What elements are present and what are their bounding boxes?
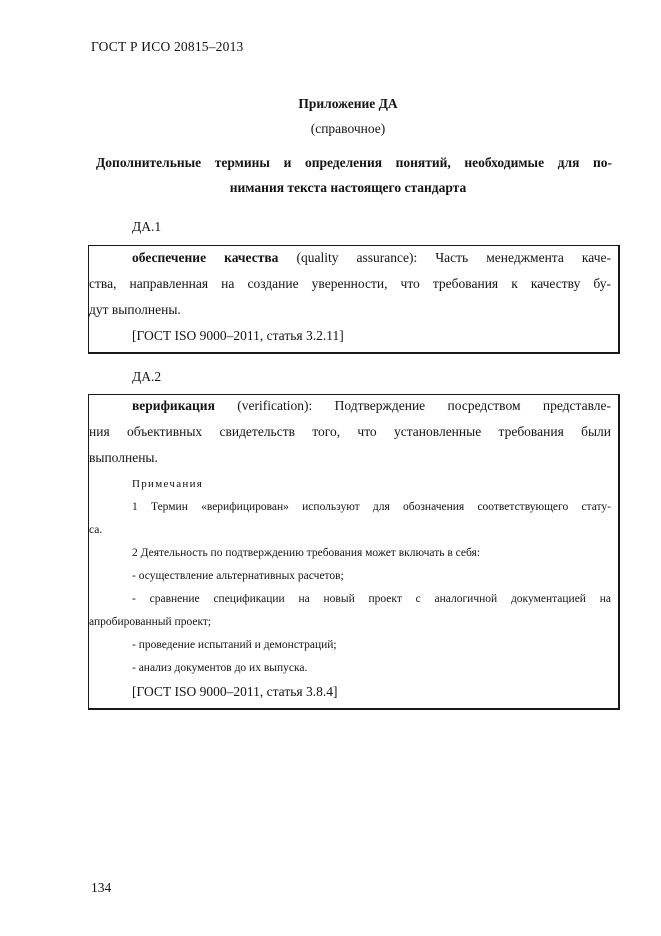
- term-english: (verification):: [237, 398, 313, 413]
- definition-line: ния объективных свидетельств того, что установленные требования были: [89, 424, 611, 439]
- entry-id: ДА.1: [132, 219, 162, 234]
- definition-line: дут выполнены.: [89, 302, 181, 317]
- term: обеспечение качества: [132, 250, 279, 265]
- appendix-title: Приложение ДА: [298, 96, 398, 111]
- list-item: - проведение испытаний и демонстраций;: [132, 639, 337, 651]
- note-line: 1 Термин «верифицирован» используют для обозначения соответствующего стату-: [132, 501, 611, 513]
- reference: [ГОСТ ISO 9000–2011, статья 3.2.11]: [132, 328, 344, 343]
- definition-line: обеспечение качества (quality assurance): Часть менеджмента каче-: [132, 250, 612, 265]
- term-box-verification: [88, 394, 620, 710]
- note-line: са.: [89, 524, 103, 536]
- definition-line: выполнены.: [89, 450, 158, 465]
- term: верификация: [132, 398, 215, 413]
- list-item: - осуществление альтернативных расчетов;: [132, 570, 344, 582]
- entry-id: ДА.2: [132, 369, 162, 384]
- term-box-quality-assurance: [88, 245, 620, 354]
- reference: [ГОСТ ISO 9000–2011, статья 3.8.4]: [132, 684, 338, 699]
- notes-title: Примечания: [132, 478, 204, 490]
- list-item: - сравнение спецификации на новый проект с аналогичной документацией на: [132, 593, 611, 605]
- list-item: - анализ документов до их выпуска.: [132, 662, 308, 674]
- note-line: 2 Деятельность по подтверждению требования может включать в себя:: [132, 547, 481, 559]
- appendix-subtitle: (справочное): [310, 121, 386, 136]
- appendix-heading-line-1: Дополнительные термины и определения понятий, необходимые для по-: [96, 155, 612, 170]
- document-header: ГОСТ Р ИСО 20815–2013: [91, 39, 244, 54]
- page-number: 134: [91, 880, 112, 895]
- definition-line: верификация (verification): Подтверждение посредством представле-: [132, 398, 612, 413]
- term-english: (quality assurance):: [296, 250, 418, 265]
- list-item-continuation: апробированный проект;: [89, 616, 212, 628]
- definition-line: ства, направленная на создание уверенности, что требования к качеству бу-: [89, 276, 611, 291]
- appendix-heading-line-2: нимания текста настоящего стандарта: [229, 180, 467, 195]
